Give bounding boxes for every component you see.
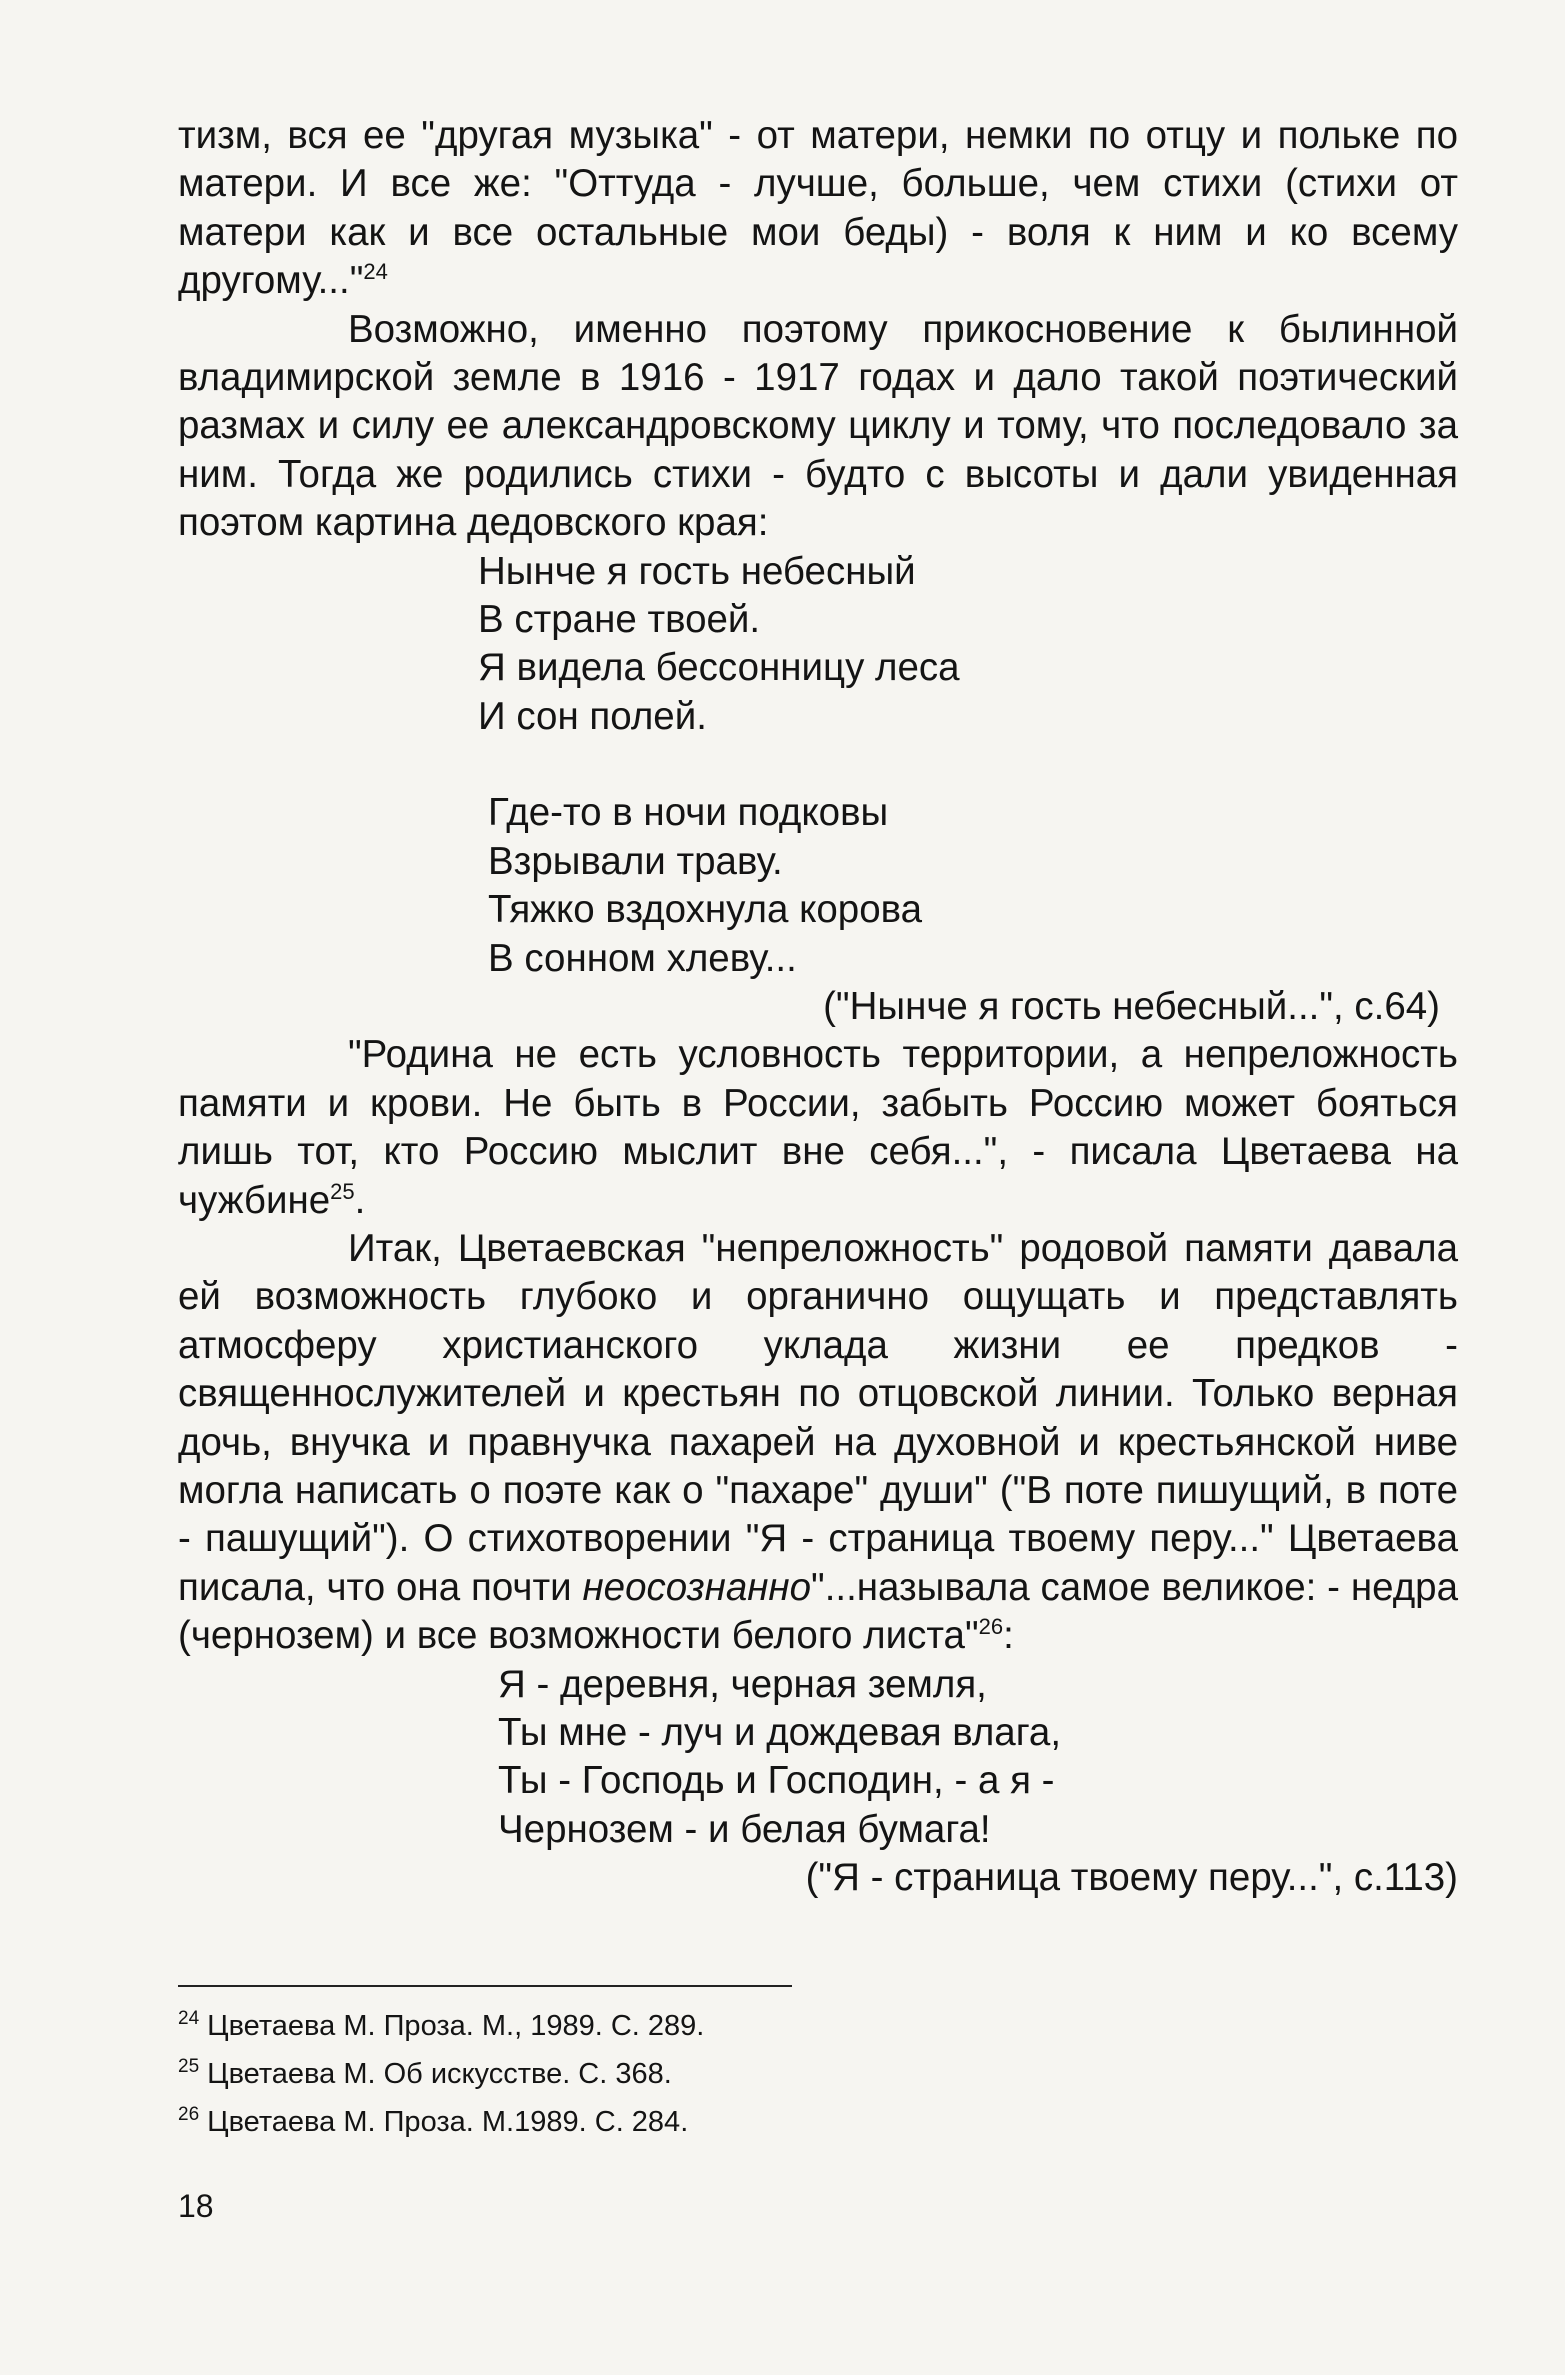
poem-line: В сонном хлеву... — [488, 936, 797, 980]
poem-line: И сон полей. — [478, 694, 707, 738]
paragraph-2: Возможно, именно поэтому прикосновение к былинной владимирской земле в 1916 - 1917 годах и дало такой поэтический размах и силу ее александровскому циклу и тому, что последовало за ним. Тогда же родились стихи - будто с высоты и дали увиденная поэтом картина дедовского края: — [178, 307, 1458, 545]
poem-line: Нынче я гость небесный — [478, 549, 916, 593]
poem-line: Где-то в ночи подковы — [488, 791, 889, 835]
poem-line: Взрывали траву. — [488, 839, 783, 883]
poem-line: В стране твоей. — [478, 598, 761, 642]
footnote-24: $^{24}$ Цветаева М. Проза. М., 1989. С. 289. — [178, 2008, 705, 2042]
footnotes — [178, 2002, 704, 2146]
poem-citation-2: ("Я - страница твоему перу...", с.113) — [805, 1856, 1458, 1900]
main-text — [178, 112, 1458, 1903]
poem-stanza-3 — [178, 1661, 1458, 1855]
footnote-ref-24: 24 — [363, 259, 388, 285]
poem-citation-1: ("Нынче я гость небесный...", с.64) — [823, 984, 1440, 1028]
footnote-ref-26: 26 — [978, 1614, 1004, 1640]
poem-line: Ты мне - луч и дождевая влага, — [498, 1711, 1062, 1754]
paragraph-4: Итак, Цветаевская "непреложность" родовой памяти давала ей возможность глубоко и органично ощущать и представлять атмосферу христианского уклада жизни ее предков - священнослужителей и крестьян по отцовской линии. Только верная дочь, внучка и правнучка пахарей на духовной и крестьянской ниве могла написать о поэте как о "пахаре" души" ("В поте пишущий, в поте - пашущий"). О стихотворении "Я - страница твоему перу..." Цветаева писала, что она почти неосознанно"...называла самое великое: - недра (чернозем) и все возможности белого листа"$^{26}$: — [178, 1226, 1459, 1658]
poem-line: Я - деревня, черная земля, — [498, 1662, 987, 1706]
paragraph-3: "Родина не есть условность территории, а непреложность памяти и крови. Не быть в России, забыть Россию может бояться лишь тот, кто Россию мыслит вне себя...", - писала Цветаева на чужбине$^{25}$. — [178, 1033, 1458, 1222]
poem-stanza-1 — [178, 548, 1458, 983]
footnote-separator — [178, 1985, 792, 1987]
paragraph-1: тизм, вся ее "другая музыка" - от матери, немки по отцу и польке по матери. И все же: "Оттуда - лучше, больше, чем стихи (стихи от матери как и все остальные мои беды) - воля к ним и ко всему другому..."$^{24}$ — [178, 114, 1458, 303]
poem-line: Тяжко вздохнула корова — [488, 888, 923, 932]
poem-line: Я видела бессонницу леса — [478, 646, 960, 690]
footnote-26: $^{26}$ Цветаева М. Проза. М.1989. С. 284. — [178, 2104, 689, 2138]
page-number: 18 — [178, 2188, 214, 2224]
footnote-25: $^{25}$ Цветаева М. Об искусстве. С. 368. — [178, 2056, 672, 2090]
emphasis: неосознанно — [582, 1565, 812, 1609]
stanza-gap — [478, 741, 1458, 789]
footnote-ref-25: 25 — [330, 1178, 355, 1204]
poem-line: Ты - Господь и Господин, - а я - — [498, 1759, 1055, 1803]
poem-line: Чернозем - и белая бумага! — [498, 1807, 991, 1851]
